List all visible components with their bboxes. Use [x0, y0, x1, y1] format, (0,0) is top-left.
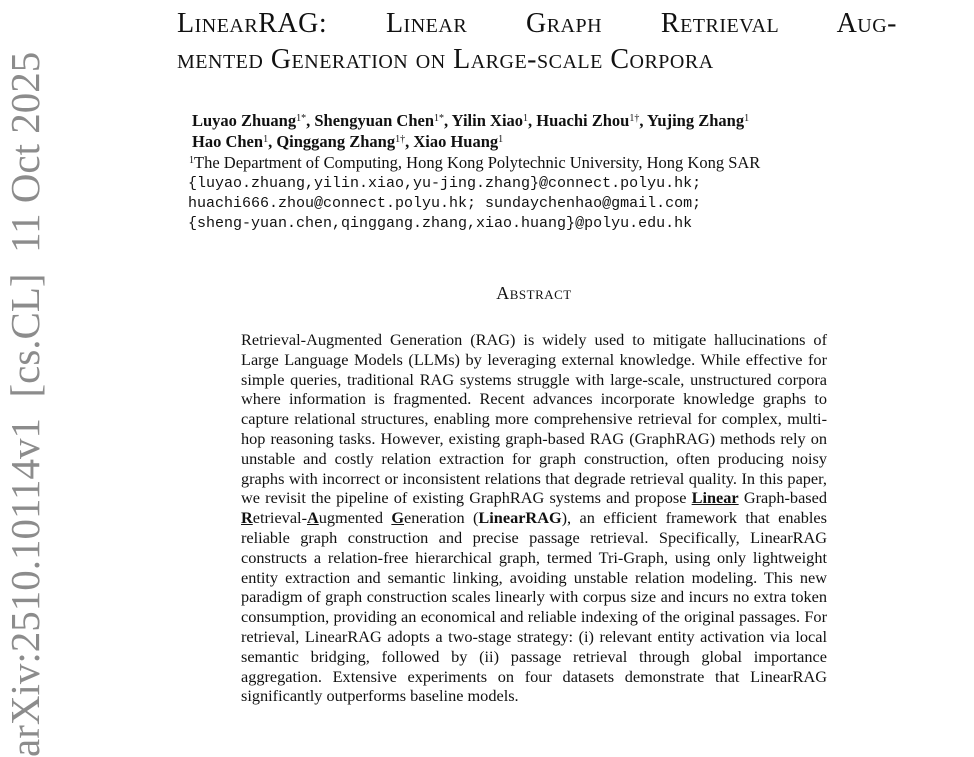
- author: Yujing Zhang$^1$: [647, 111, 750, 130]
- abstract-body: Retrieval-Augmented Generation (RAG) is widely used to mitigate hallucinations of Large Language Models (LLMs) by leveraging external knowledge. While effective for simple queries, traditional RAG systems struggle with large-scale, unstructured corpora where information is fragmented. Recent advances incorporate knowledge graphs to capture relational structures, enabling more comprehensive retrieval for complex, multi-hop reasoning tasks. However, existing graph-based RAG (GraphRAG) methods rely on unstable and costly relation extraction for graph construction, often producing noisy graphs with incorrect or inconsistent relations that degrade retrieval quality. In this paper, we revisit the pipeline of existing GraphRAG systems and propose Linear Graph-based Retrieval-Augmented Generation (LinearRAG), an efficient framework that enables reliable graph construction and precise passage retrieval. Specifically, LinearRAG constructs a relation-free hierarchical graph, termed Tri-Graph, using only lightweight entity extraction and semantic linking, avoiding unstable relation modeling. This new paradigm of graph construction scales linearly with corpus size and incurs no extra token consumption, providing an economical and reliable indexing of the original passages. For retrieval, LinearRAG adopts a two-stage strategy: (i) relevant entity activation via local semantic bridging, followed by (ii) passage retrieval through global importance aggregation. Extensive experiments on four datasets demonstrate that LinearRAG significantly outperforms baseline models.: [241, 330, 827, 706]
- email-block: [188, 174, 701, 234]
- email-line[interactable]: {luyao.zhuang,yilin.xiao,yu-jing.zhang}@connect.polyu.hk;: [188, 175, 702, 192]
- affiliation: [189, 152, 760, 173]
- a-emphasis: A: [307, 508, 319, 528]
- author: Shengyuan Chen$^{1*}$: [314, 111, 445, 130]
- affiliation-text: The Department of Computing, Hong Kong Polytechnic University, Hong Kong SAR: [194, 153, 761, 172]
- arxiv-id: arXiv:2510.10114v1: [2, 418, 48, 757]
- arxiv-identifier-stamp: [2, 51, 48, 757]
- author: Luyao Zhuang$^{1*}$: [192, 111, 307, 130]
- author-row-2: Hao Chen$^1$, Qinggang Zhang$^{1\dagger}$, Xiao Huang$^1$: [192, 132, 504, 151]
- author-row-1: Luyao Zhuang$^{1*}$, Shengyuan Chen$^{1*}$, Yilin Xiao$^1$, Huachi Zhou$^{1\dagger}$, Yujing Zhang$^1$: [192, 111, 750, 130]
- linearrag-name: LinearRAG: [478, 508, 562, 528]
- title-line-1: LinearRAG: Linear Graph Retrieval Aug-: [177, 8, 897, 39]
- affiliation-mark: 1: [189, 155, 194, 166]
- abstract-heading: Abstract: [496, 283, 572, 303]
- linear-emphasis: Linear: [691, 488, 739, 508]
- r-emphasis: R: [241, 508, 253, 528]
- author: Hao Chen$^1$: [192, 132, 269, 151]
- email-line[interactable]: huachi666.zhou@connect.polyu.hk; sundaychenhao@gmail.com;: [188, 195, 702, 212]
- author: Qinggang Zhang$^{1\dagger}$: [276, 132, 406, 151]
- paper-title: [177, 6, 897, 78]
- arxiv-category: [cs.CL]: [2, 273, 48, 398]
- g-emphasis: G: [391, 508, 405, 528]
- author: Xiao Huang$^1$: [413, 132, 504, 151]
- author-list: [192, 110, 892, 152]
- author: Yilin Xiao$^1$: [451, 111, 529, 130]
- author: Huachi Zhou$^{1\dagger}$: [536, 111, 640, 130]
- email-line[interactable]: {sheng-yuan.chen,qinggang.zhang,xiao.huang}@polyu.edu.hk: [188, 215, 693, 232]
- arxiv-date: 11 Oct 2025: [2, 51, 48, 253]
- title-line-2: mented Generation on Large-scale Corpora: [177, 44, 714, 75]
